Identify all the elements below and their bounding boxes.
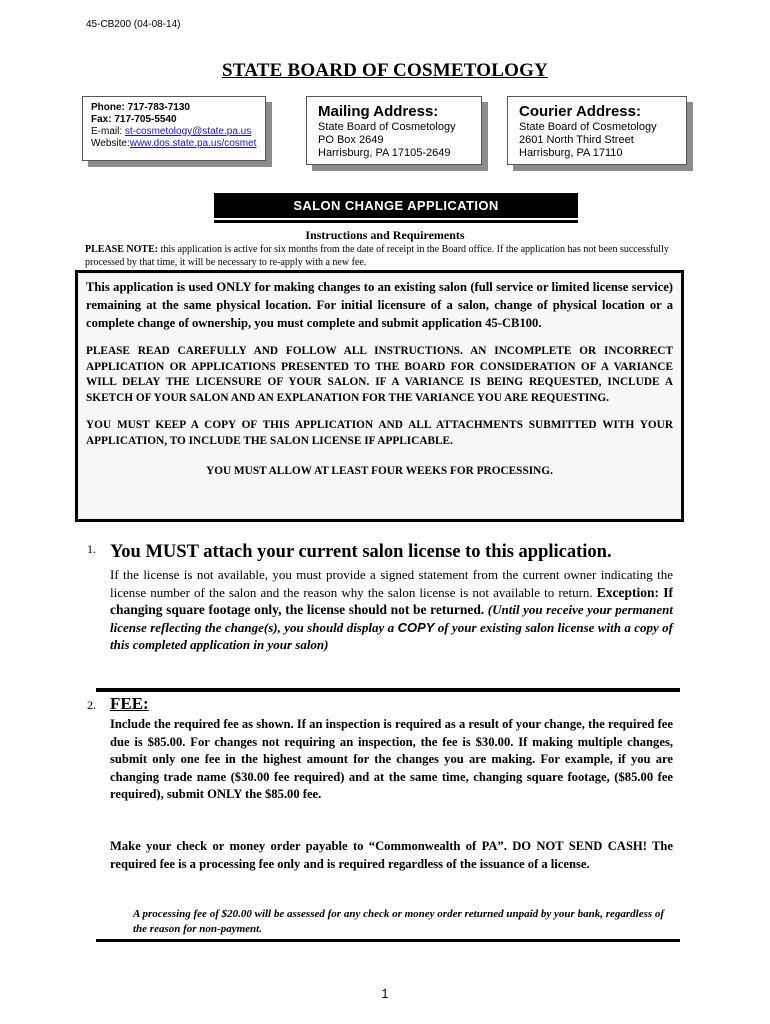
website-line (91, 138, 265, 150)
application-banner: SALON CHANGE APPLICATION (214, 193, 578, 218)
item-1-body (110, 566, 673, 654)
fee-note: A processing fee of $20.00 will be assessed for any check or money order returned unpaid by your bank, regardless of the reason for non-payment. (133, 908, 665, 935)
mailing-line-3: Harrisburg, PA 17105-2649 (318, 147, 451, 159)
notice-paragraph-4: YOU MUST ALLOW AT LEAST FOUR WEEKS FOR PROCESSING. (206, 465, 553, 477)
notice-paragraph-1: This application is used ONLY for making changes to an existing salon (full service or limited license service) remaining at the same physical location. For initial licensure of a salon, change of physical location or a complete change of ownership, you must complete and submit application 45-CB100. (86, 280, 673, 330)
website-link[interactable]: www.dos.state.pa.us/cosmet (129, 138, 257, 149)
notice-paragraph-2: PLEASE READ CAREFULLY AND FOLLOW ALL INSTRUCTIONS. AN INCOMPLETE OR INCORRECT APPLICATION OR APPLICATIONS PRESENTED TO THE BOARD FOR CONSIDERATION OF A VARIANCE WILL DELAY THE LICENSURE OF YOUR SALON. IF A VARIANCE IS BEING REQUESTED, INCLUDE A SKETCH OF YOUR SALON AND AN EXPLANATION FOR THE VARIANCE YOU ARE REQUESTING. (86, 345, 673, 404)
phone: Phone: 717-783-7130 (91, 102, 190, 113)
notice-paragraph-3: YOU MUST KEEP A COPY OF THIS APPLICATION AND ALL ATTACHMENTS SUBMITTED WITH YOUR APPLICATION, TO INCLUDE THE SALON LICENSE IF APPLICABLE. (86, 419, 673, 447)
courier-address-box (507, 96, 687, 165)
contact-box (82, 96, 266, 161)
board-title: STATE BOARD OF COSMETOLOGY (222, 60, 548, 81)
banner-underline (214, 220, 578, 223)
item-1-exception: Exception: If changing square footage only, the license should not be returned. (110, 584, 673, 618)
mailing-line-2: PO Box 2649 (318, 134, 384, 146)
mailing-heading: Mailing Address: (318, 103, 439, 120)
courier-heading: Courier Address: (519, 103, 641, 120)
item-1-number: 1. (87, 542, 96, 556)
page-number: 1 (381, 986, 389, 1001)
mailing-line-1: State Board of Cosmetology (318, 121, 456, 133)
courier-line-3: Harrisburg, PA 17110 (519, 147, 623, 159)
form-code: 45-CB200 (04-08-14) (86, 19, 181, 30)
item-2-heading: FEE: (110, 694, 149, 713)
website-label: Website: (91, 138, 130, 149)
mailing-address-box (306, 96, 482, 165)
item-1-text: If the license is not available, you must provide a signed statement from the current owner indicating the license number of the salon and the reason why the salon license is not available to return. (110, 567, 673, 600)
instructions-title: Instructions and Requirements (305, 228, 465, 242)
email-label: E-mail: (91, 126, 125, 137)
courier-line-1: State Board of Cosmetology (519, 121, 657, 133)
fee-paragraph-2: Make your check or money order payable to “Commonwealth of PA”. DO NOT SEND CASH! The required fee is a processing fee only and is required regardless of the issuance of a license. (110, 839, 673, 871)
notice-box (75, 270, 684, 522)
item-1-heading: You MUST attach your current salon license to this application. (110, 542, 612, 562)
courier-line-2: 2601 North Third Street (519, 134, 634, 146)
item-1-italic-b: of your existing salon license with a copy of this completed application in your salon) (110, 619, 674, 653)
please-note (85, 243, 685, 269)
item-2-number: 2. (87, 698, 96, 712)
section-divider (96, 688, 680, 692)
email-line (91, 126, 265, 138)
please-note-label: PLEASE NOTE: (85, 244, 159, 255)
item-1-italic-a: (Until you receive your permanent license reflecting the change(s), you should display a (110, 602, 673, 635)
email-link[interactable]: st-cosmetology@state.pa.us (124, 126, 252, 137)
please-note-text: this application is active for six months from the date of receipt in the Board office. If the application has not been successfully processed by that time, it will be necessary to re-apply with a new fee. (85, 244, 669, 268)
fax: Fax: 717-705-5540 (91, 114, 177, 125)
section-divider (96, 939, 680, 942)
fee-paragraph-1: Include the required fee as shown. If an inspection is required as a result of your change, the required fee due is $85.00. For changes not requiring an inspection, the fee is $30.00. If making multiple changes, submit only one fee in the highest amount for the changes you are making. For example, if you are changing trade name ($30.00 fee required) and at the same time, changing square footage, ($85.00 fee required), submit ONLY the $85.00 fee. (110, 717, 673, 802)
item-1-copy: COPY (397, 619, 435, 635)
